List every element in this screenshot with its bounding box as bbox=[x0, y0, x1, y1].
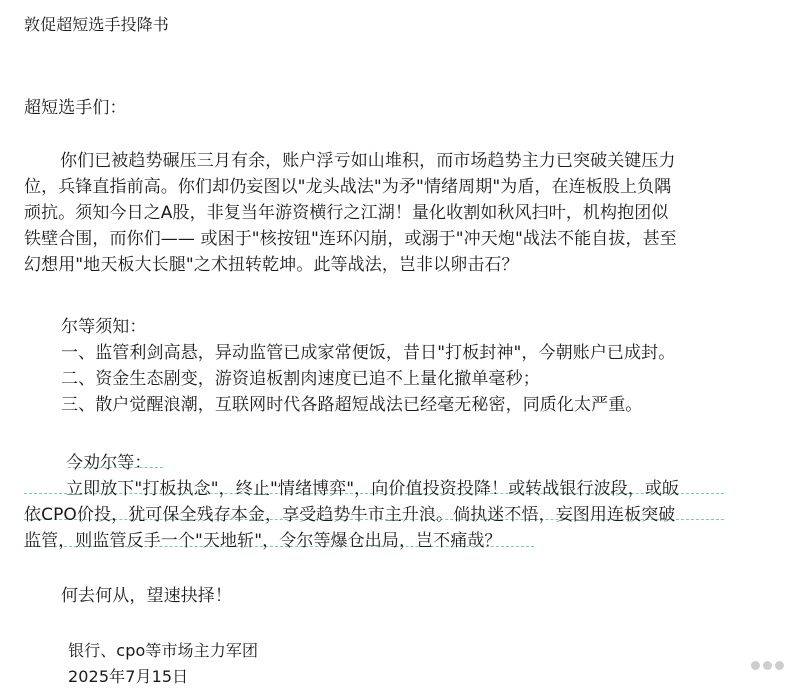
document-title: 敦促超短选手投降书 bbox=[24, 15, 169, 34]
notice-heading: 尔等须知： bbox=[61, 317, 147, 337]
more-dot bbox=[763, 661, 772, 670]
notice-item: 二、资金生态剧变，游资追板割肉速度已追不上量化撤单毫秒； bbox=[61, 369, 540, 389]
advice-line: 立即放下"打板执念"，终止"情绪博弈"，向价值投资投降！或转战银行波段，或皈 bbox=[66, 479, 680, 499]
signature-org: 银行、cpo等市场主力军团 bbox=[68, 641, 259, 660]
paragraph-line: 幻想用"地天板大长腿"之术扭转乾坤。此等战法，岂非以卵击石？ bbox=[24, 255, 519, 275]
notice-item: 一、监管利剑高悬，异动监管已成家常便饭，昔日"打板封神"，今朝账户已成封。 bbox=[61, 343, 676, 363]
more-dot bbox=[775, 661, 784, 670]
greeting: 超短选手们： bbox=[24, 98, 127, 118]
advice-heading: 今劝尔等： bbox=[66, 453, 152, 473]
more-dot bbox=[751, 661, 760, 670]
closing-line: 何去何从，望速抉择！ bbox=[61, 586, 232, 606]
advice-line: 监管，则监管反手一个"天地斩"，令尔等爆仓出局，岂不痛哉？ bbox=[24, 531, 502, 551]
signature-date: 2025年7月15日 bbox=[68, 667, 189, 686]
paragraph-line: 你们已被趋势碾压三月有余，账户浮亏如山堆积，而市场趋势主力已突破关键压力 bbox=[60, 151, 676, 171]
more-icon[interactable] bbox=[743, 657, 791, 673]
advice-line: 依CPO价投，犹可保全残存本金，享受趋势牛市主升浪。倘执迷不悟，妄图用连板突破 bbox=[24, 505, 676, 525]
paragraph-line: 铁壁合围，而你们—— 或困于"核按钮"连环闪崩，或溺于"冲天炮"战法不能自拔，甚至 bbox=[24, 229, 677, 249]
paragraph-line: 位，兵锋直指前高。你们却仍妄图以"龙头战法"为矛"情绪周期"为盾，在连板股上负隅 bbox=[24, 177, 672, 197]
paragraph-line: 顽抗。须知今日之A股，非复当年游资横行之江湖！量化收割如秋风扫叶，机构抱团似 bbox=[24, 203, 669, 223]
notice-item: 三、散户觉醒浪潮，互联网时代各路超短战法已经毫无秘密，同质化太严重。 bbox=[61, 395, 643, 415]
